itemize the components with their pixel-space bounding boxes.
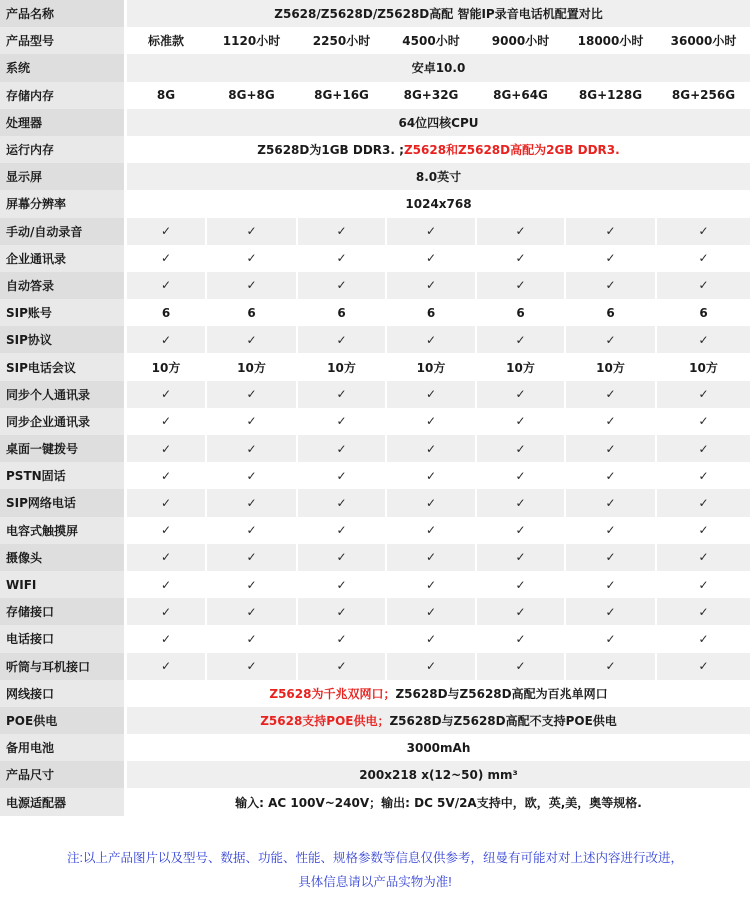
check-icon: ✓ [657,571,750,598]
check-icon: ✓ [477,571,566,598]
display-row [0,163,750,190]
check-icon: ✓ [566,517,657,544]
display-value: 8.0英寸 [127,163,750,190]
ram-value [127,136,750,163]
check-icon: ✓ [387,245,477,272]
storage-cell: 8G+64G [477,82,566,109]
cpu-row [0,109,750,136]
row-label: 显示屏 [0,163,127,190]
feature-row [0,326,750,353]
value-cell: 10方 [127,353,207,380]
network-value-highlight: Z5628为千兆双网口； [269,686,396,701]
value-cell: 10方 [477,353,566,380]
row-label: 网线接口 [0,680,127,707]
row-label: WIFI [0,571,127,598]
check-icon: ✓ [657,462,750,489]
row-label: 同步个人通讯录 [0,381,127,408]
row-label: 屏幕分辨率 [0,190,127,217]
row-label: 系统 [0,54,127,81]
check-icon: ✓ [477,326,566,353]
check-icon: ✓ [566,489,657,516]
check-icon: ✓ [298,571,387,598]
system-value: 安卓10.0 [127,54,750,81]
feature-row [0,272,750,299]
check-icon: ✓ [566,272,657,299]
check-icon: ✓ [477,272,566,299]
model-row [0,27,750,54]
value-cell: 6 [207,299,298,326]
row-label: 同步企业通讯录 [0,408,127,435]
row-label: 存储内存 [0,82,127,109]
check-icon: ✓ [387,381,477,408]
check-icon: ✓ [127,245,207,272]
check-icon: ✓ [298,462,387,489]
battery-row [0,734,750,761]
row-label: SIP网络电话 [0,489,127,516]
check-icon: ✓ [657,218,750,245]
check-icon: ✓ [298,489,387,516]
check-icon: ✓ [127,408,207,435]
check-icon: ✓ [127,517,207,544]
poe-row [0,707,750,734]
check-icon: ✓ [657,326,750,353]
check-icon: ✓ [127,489,207,516]
check-icon: ✓ [207,218,298,245]
check-icon: ✓ [657,653,750,680]
check-icon: ✓ [566,625,657,652]
check-icon: ✓ [127,272,207,299]
resolution-value: 1024x768 [127,190,750,217]
feature-row [0,245,750,272]
row-label: 存储接口 [0,598,127,625]
disclaimer-note [0,846,750,894]
check-icon: ✓ [127,598,207,625]
check-icon: ✓ [566,653,657,680]
check-icon: ✓ [657,408,750,435]
ram-value-highlight: Z5628和Z5628D高配为2GB DDR3. [403,143,620,158]
check-icon: ✓ [566,218,657,245]
check-icon: ✓ [387,517,477,544]
product-name-row [0,0,750,27]
feature-row [0,353,750,380]
cpu-value: 64位四核CPU [127,109,750,136]
check-icon: ✓ [657,435,750,462]
check-icon: ✓ [207,435,298,462]
storage-cell: 8G+8G [207,82,298,109]
check-icon: ✓ [387,462,477,489]
row-label: 产品尺寸 [0,761,127,788]
check-icon: ✓ [207,489,298,516]
feature-row [0,517,750,544]
resolution-row [0,190,750,217]
value-cell: 10方 [387,353,477,380]
check-icon: ✓ [387,598,477,625]
disclaimer-line-2: 具体信息请以产品实物为准! [298,875,452,889]
check-icon: ✓ [477,408,566,435]
value-cell: 10方 [566,353,657,380]
check-icon: ✓ [298,245,387,272]
disclaimer-line-1: 注:以上产品图片以及型号、数据、功能、性能、规格参数等信息仅供参考，纽曼有可能对对上述内容进行改进， [67,851,683,865]
check-icon: ✓ [477,462,566,489]
model-cell: 1120小时 [207,27,298,54]
model-cell: 2250小时 [298,27,387,54]
check-icon: ✓ [657,272,750,299]
check-icon: ✓ [657,381,750,408]
model-cell: 9000小时 [477,27,566,54]
check-icon: ✓ [566,326,657,353]
value-cell: 6 [298,299,387,326]
row-label: SIP账号 [0,299,127,326]
check-icon: ✓ [298,517,387,544]
row-label: 备用电池 [0,734,127,761]
check-icon: ✓ [387,625,477,652]
check-icon: ✓ [387,653,477,680]
check-icon: ✓ [207,272,298,299]
check-icon: ✓ [566,381,657,408]
check-icon: ✓ [477,625,566,652]
check-icon: ✓ [207,653,298,680]
adapter-row [0,788,750,815]
value-cell: 10方 [298,353,387,380]
check-icon: ✓ [657,489,750,516]
value-cell: 6 [387,299,477,326]
storage-cell: 8G+16G [298,82,387,109]
check-icon: ✓ [657,598,750,625]
check-icon: ✓ [127,218,207,245]
size-value: 200x218 x(12~50) mm³ [127,761,750,788]
feature-row [0,489,750,516]
adapter-value: 输入: AC 100V~240V；输出: DC 5V/2A支持中，欧，英,美，奥等规格. [127,788,750,815]
check-icon: ✓ [207,245,298,272]
check-icon: ✓ [657,544,750,571]
check-icon: ✓ [387,435,477,462]
poe-value-standard: Z5628D与Z5628D高配不支持POE供电 [389,713,617,728]
check-icon: ✓ [127,435,207,462]
check-icon: ✓ [566,245,657,272]
check-icon: ✓ [387,571,477,598]
check-icon: ✓ [127,381,207,408]
model-cell: 4500小时 [387,27,477,54]
ram-value-standard: Z5628D为1GB DDR3. ; [257,143,404,158]
battery-value: 3000mAh [127,734,750,761]
check-icon: ✓ [127,625,207,652]
row-label: POE供电 [0,707,127,734]
row-label: 桌面一键拨号 [0,435,127,462]
value-cell: 6 [657,299,750,326]
poe-value [127,707,750,734]
check-icon: ✓ [298,408,387,435]
check-icon: ✓ [657,625,750,652]
check-icon: ✓ [207,326,298,353]
storage-row [0,82,750,109]
system-row [0,54,750,81]
size-row [0,761,750,788]
check-icon: ✓ [298,625,387,652]
check-icon: ✓ [298,653,387,680]
row-label: 手动/自动录音 [0,218,127,245]
row-label: SIP协议 [0,326,127,353]
check-icon: ✓ [387,218,477,245]
check-icon: ✓ [298,326,387,353]
check-icon: ✓ [207,462,298,489]
feature-row [0,299,750,326]
check-icon: ✓ [207,625,298,652]
storage-cell: 8G+128G [566,82,657,109]
feature-row [0,435,750,462]
feature-row [0,462,750,489]
storage-cell: 8G+32G [387,82,477,109]
check-icon: ✓ [387,489,477,516]
check-icon: ✓ [207,381,298,408]
check-icon: ✓ [566,544,657,571]
model-cell: 18000小时 [566,27,657,54]
check-icon: ✓ [207,571,298,598]
poe-value-highlight: Z5628支持POE供电； [260,713,390,728]
feature-row [0,571,750,598]
check-icon: ✓ [127,544,207,571]
check-icon: ✓ [477,435,566,462]
check-icon: ✓ [298,598,387,625]
row-label: 自动答录 [0,272,127,299]
check-icon: ✓ [566,408,657,435]
value-cell: 6 [477,299,566,326]
check-icon: ✓ [477,489,566,516]
row-label: 运行内存 [0,136,127,163]
check-icon: ✓ [298,272,387,299]
check-icon: ✓ [207,544,298,571]
product-name-value: Z5628/Z5628D/Z5628D高配 智能IP录音电话机配置对比 [127,0,750,27]
check-icon: ✓ [298,544,387,571]
row-label: 产品名称 [0,0,127,27]
check-icon: ✓ [566,462,657,489]
feature-row [0,218,750,245]
row-label: 电容式触摸屏 [0,517,127,544]
feature-row [0,544,750,571]
check-icon: ✓ [566,571,657,598]
feature-row [0,653,750,680]
storage-cell: 8G+256G [657,82,750,109]
check-icon: ✓ [477,381,566,408]
value-cell: 6 [566,299,657,326]
model-cell: 标准款 [127,27,207,54]
value-cell: 10方 [657,353,750,380]
model-cell: 36000小时 [657,27,750,54]
check-icon: ✓ [566,598,657,625]
ram-row [0,136,750,163]
check-icon: ✓ [298,435,387,462]
row-label: 产品型号 [0,27,127,54]
row-label: 处理器 [0,109,127,136]
row-label: SIP电话会议 [0,353,127,380]
value-cell: 6 [127,299,207,326]
row-label: 企业通讯录 [0,245,127,272]
feature-row [0,381,750,408]
check-icon: ✓ [127,653,207,680]
feature-row [0,408,750,435]
row-label: PSTN固话 [0,462,127,489]
check-icon: ✓ [127,571,207,598]
check-icon: ✓ [477,544,566,571]
check-icon: ✓ [207,598,298,625]
check-icon: ✓ [387,326,477,353]
feature-row [0,598,750,625]
feature-row [0,625,750,652]
check-icon: ✓ [298,218,387,245]
check-icon: ✓ [477,517,566,544]
network-value [127,680,750,707]
check-icon: ✓ [477,218,566,245]
check-icon: ✓ [477,598,566,625]
check-icon: ✓ [477,653,566,680]
row-label: 电话接口 [0,625,127,652]
storage-cell: 8G [127,82,207,109]
check-icon: ✓ [387,272,477,299]
check-icon: ✓ [298,381,387,408]
check-icon: ✓ [477,245,566,272]
value-cell: 10方 [207,353,298,380]
check-icon: ✓ [127,326,207,353]
row-label: 听筒与耳机接口 [0,653,127,680]
check-icon: ✓ [657,245,750,272]
check-icon: ✓ [127,462,207,489]
network-row [0,680,750,707]
row-label: 摄像头 [0,544,127,571]
check-icon: ✓ [387,408,477,435]
network-value-standard: Z5628D与Z5628D高配为百兆单网口 [395,686,608,701]
check-icon: ✓ [566,435,657,462]
check-icon: ✓ [207,408,298,435]
check-icon: ✓ [657,517,750,544]
check-icon: ✓ [207,517,298,544]
row-label: 电源适配器 [0,788,127,815]
check-icon: ✓ [387,544,477,571]
